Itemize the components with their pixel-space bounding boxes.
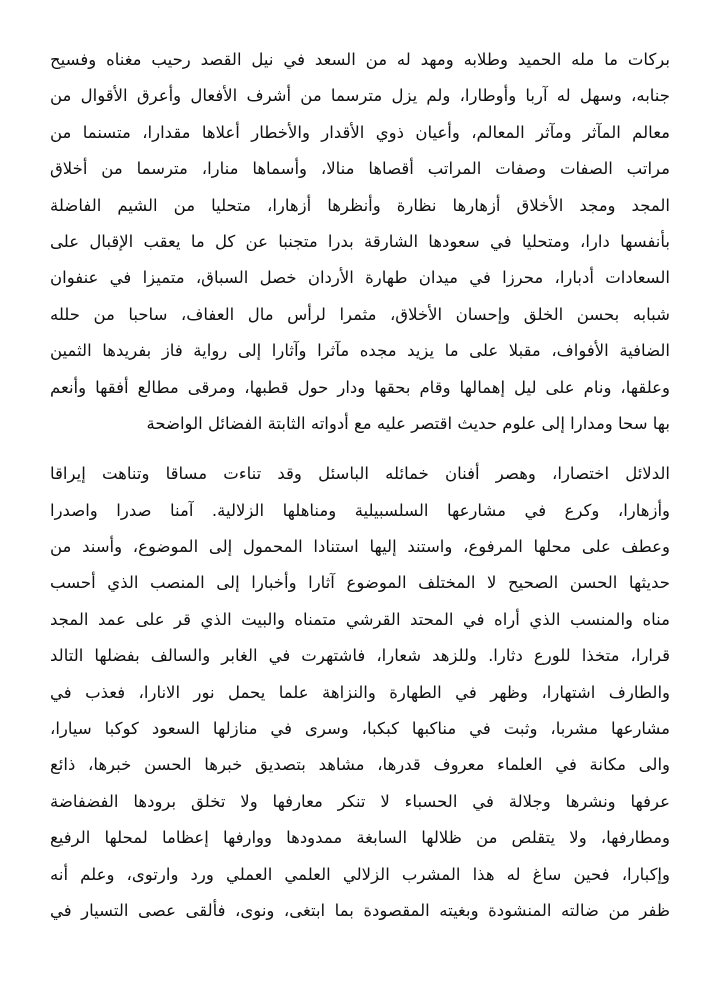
text-line: السعادات أدبارا، محرزا في ميدان طهارة الأردان خصل السباق، متميزا في عنفوان <box>50 268 670 288</box>
text-line: والى مكانة في العلماء معروف قدرها، مشاهد بتصديق خبرها الحسن خبرها، ذائع <box>50 755 670 775</box>
text-line: جنابه، وسهل له آربا وأوطارا، ولم يزل مترسما من أشرف الأفعال وأعرق الأقوال من <box>50 86 670 106</box>
text-line: مراتب الصفات وصفات المراتب أقصاها منالا، وأسماها منارا، مترسما من أخلاق <box>50 159 670 179</box>
document-page <box>50 42 670 929</box>
paragraph-1 <box>50 42 670 442</box>
text-line: المجد ومجد الأخلاق أزهارها نظارة وأنظرها أزهارا، متحليا من الشيم الفاضلة <box>50 195 670 215</box>
text-line: بركات ما مله الحميد وطلابه ومهد له من السعد في نيل القصد رحيب مغناه وفسيح <box>50 50 670 69</box>
text-line: ومطارفها، ولا يتقلص من ظلالها السابغة ممدودها ووارفها إعظاما لمحلها الرفيع <box>50 828 670 848</box>
text-line: قرارا، متخذا للورع دثارا. وللزهد شعارا، فاشتهرت في الغابر والسالف بفضلها التالد <box>50 646 670 666</box>
text-line: وأزهارا، وكرع في مشارعها السلسبيلية ومناهلها الزلالية. آمنا صدرا واصدرا <box>50 500 670 520</box>
paragraph-gap <box>50 442 670 456</box>
text-line: الضافية الأفواف، مقبلا على ما يزيد مجده مآثرا وآثارا إلى رواية فاز بفريدها الثمين <box>50 341 670 361</box>
text-line: والطارف اشتهارا، وظهر في الطهارة والنزاهة علما يحمل نور الانارا، فعذب في <box>50 682 670 702</box>
text-line: حديثها الحسن الصحيح لا المختلف الموضوع آثارا وأخبارا إلى المنصب الذي أحسب <box>50 573 670 593</box>
text-line: مناه والمنسب الذي أراه في المحتد القرشي متمناه والبيت الذي قر على عمد المجد <box>50 609 670 629</box>
text-line: وعطف على محلها المرفوع، واستند إليها استنادا المحمول إلى الموضوع، وأسند من <box>50 537 670 557</box>
paragraph-2 <box>50 456 670 929</box>
text-line: مشارعها مشربا، وثبت في مناكبها كبكبا، وسرى في منازلها السعود كوكبا سيارا، <box>50 719 670 739</box>
text-line: عرفها ونشرها وجلالة في الحسباء لا تنكر معارفها ولا تخلق برودها الفضفاضة <box>50 791 670 811</box>
text-line: بها سحا ومدارا إلى علوم حديث اقتصر عليه مع أدواته الثابتة الفضائل الواضحة <box>146 413 670 433</box>
text-line: الدلائل اختصارا، وهصر أفنان خمائله الباسئل وقد تناءت مساقا وتناهت إيراقا <box>50 464 670 484</box>
text-line: ظفر من ضالته المنشودة وبغيته المقصودة بما ابتغى، ونوى، فألقى عصى التسيار في <box>50 900 670 920</box>
text-line: شبابه بحسن الخلق وإحسان الأخلاق، مثمرا لرأس مال العفاف، ساحبا من حلله <box>50 304 670 324</box>
text-line: بأنفسها دارا، ومتحليا في سعودها الشارقة بدرا متجنبا عن كل ما يعقب الإقبال على <box>50 231 670 251</box>
text-line: معالم المآثر ومآثر المعالم، وأعيان ذوي الأقدار والأخطار أعلاها مقدارا، متسنما من <box>50 122 670 142</box>
text-line: وإكبارا، فحين ساغ له هذا المشرب الزلالي العلمي العملي ورد وارتوى، وعلم أنه <box>50 864 670 884</box>
text-line: وعلقها، ونام على ليل إهمالها وقام بحقها ودار حول قطبها، ومرقى مطالع أفقها وأنعم <box>50 377 670 397</box>
